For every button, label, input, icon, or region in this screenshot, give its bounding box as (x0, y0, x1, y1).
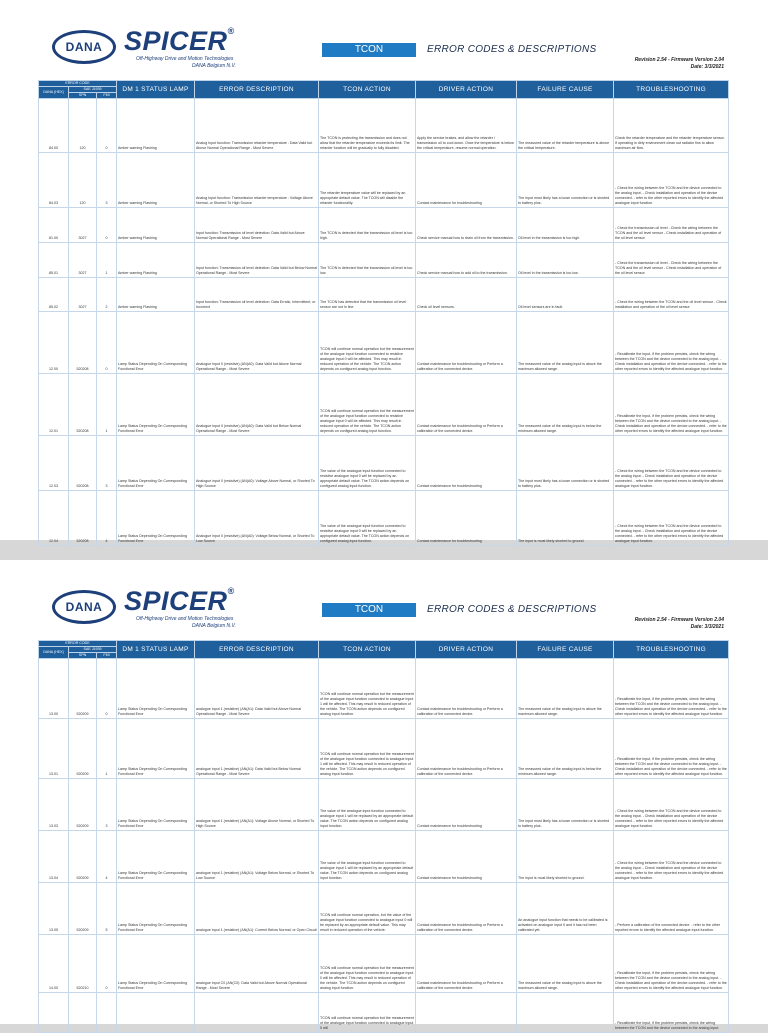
error-code-hex: 81.00 (39, 208, 69, 243)
troubleshooting: - Check the wiring between the TCON and the device connected to the analog input. - Check installation and operation of the device connected. - refer to the other reported errors to identify the affected analogue input function. (614, 831, 729, 883)
failure-cause: Oil level in the transmission is too high. (517, 208, 614, 243)
page-header (0, 560, 768, 632)
failure-cause: The input is most likely shorted to ground. (517, 831, 614, 883)
header-fmi: FMI (97, 93, 117, 99)
table-row (39, 719, 729, 779)
header-troubleshooting: TROUBLESHOOTING (614, 641, 729, 659)
status-lamp: Lamp Status Depending On Corresponding Functional Error (117, 436, 195, 491)
status-lamp: Lamp Status Depending On Corresponding Functional Error (117, 374, 195, 436)
error-code-hex: 84.00 (39, 99, 69, 153)
troubleshooting: - Recalibrate the input, if the problem persists, check the wiring between the TCON and the device connected to the analog input. - Check installation and operation of the device connected. - refer to the other reported errors to identify the affected analogue input function. (614, 312, 729, 374)
table-row (39, 374, 729, 436)
troubleshooting: - Check the wiring between the TCON and the device connected to the analog input. - Check installation and operation of the device connected. - refer to the other reported errors to identify the affected analogue input function. (614, 153, 729, 208)
fmi-value: 0 (97, 659, 117, 719)
revision-date: Date: 3/3/2021 (690, 624, 724, 630)
failure-cause: Oil level sensors are in fault. (517, 278, 614, 312)
status-lamp: Lamp Status Depending On Corresponding Functional Error (117, 831, 195, 883)
revision-text: Revision 2.54 - Firmware Version 2.04 (634, 57, 724, 63)
header-dana-hex: DANA (HEX) (39, 647, 69, 659)
driver-action: Contact maintenance for troubleshooting or Perform a calibration of the connected device. (416, 935, 517, 993)
tcon-action: TCON will continue normal operation but the measurement of the analogue input function connected to analogue input 0 will (319, 993, 416, 1033)
spn-value: 520209 (69, 883, 97, 935)
troubleshooting: - Recalibrate the input, if the problem persists, check the wiring between the TCON and the device connected to the analog input. - Check installation and operation of the device connected. - refer to the other reported errors to identify the affected analogue input function. (614, 659, 729, 719)
status-lamp: Lamp Status Depending On Corresponding Functional Error (117, 491, 195, 546)
revision-text: Revision 2.54 - Firmware Version 2.04 (634, 617, 724, 623)
header-error-code: ERROR CODE (39, 81, 117, 87)
table-body (39, 659, 729, 1033)
fmi-value: 5 (97, 883, 117, 935)
status-lamp: Amber warning Flashing (117, 278, 195, 312)
dana-logo-icon: DANA (52, 590, 116, 624)
header-dana-hex: DANA (HEX) (39, 87, 69, 99)
failure-cause (517, 993, 614, 1033)
status-lamp: Amber warning Flashing (117, 243, 195, 278)
spicer-wordmark: SPICER® (124, 26, 235, 56)
spn-value: 520208 (69, 374, 97, 436)
table-row (39, 243, 729, 278)
driver-action: Contact maintenance for troubleshooting (416, 831, 517, 883)
driver-action: Apply the service brakes, and allow the retarder / transmission oil to cool down. Once the temperature is below the critical temperature, resume normal operation. (416, 99, 517, 153)
header-tcon-action: TCON ACTION (319, 81, 416, 99)
driver-action: Contact maintenance for troubleshooting (416, 779, 517, 831)
tcon-action: The value of the analogue input function connected to resistive analogue input 0 will be replaced by an appropriate default value. The TCON action depends on configured analog input function. (319, 491, 416, 546)
troubleshooting: - Check the wiring between the TCON and the oil level sensor - Check installation and operation of the oil level sensor (614, 278, 729, 312)
header-error-description: ERROR DESCRIPTION (195, 81, 319, 99)
status-lamp (117, 993, 195, 1033)
failure-cause: An analogue input function that needs to be calibrated is activated on analogue input 0 and it has not been calibrated yet. (517, 883, 614, 935)
spn-value: 3027 (69, 243, 97, 278)
tcon-action: The retarder temperature value will be replaced by an appropriate default value. The TCON will disable the retarder functionality. (319, 153, 416, 208)
header-driver-action: DRIVER ACTION (416, 641, 517, 659)
error-code-hex: 13.04 (39, 831, 69, 883)
tcon-action: The value of the analogue input function connected to analogue input 1 will be replaced by an appropriate default value. The TCON action depends on configured analog input function. (319, 831, 416, 883)
error-code-hex: 13.05 (39, 883, 69, 935)
tcon-action: TCON will continue normal operation but the measurement of the analogue input function connected to resistive analogue input 0 will be affected. This may result in reduced operation of the vehicle. The TCON action depends on configured analog input function. (319, 374, 416, 436)
fmi-value: 0 (97, 312, 117, 374)
error-description: Analogue input 0 (resistive) (AN(A0): Voltage Above Normal, or Shorted To High Source (195, 436, 319, 491)
header-spn: SPN (69, 653, 97, 659)
status-lamp: Lamp Status Depending On Corresponding Functional Error (117, 719, 195, 779)
tcon-action: TCON will continue normal operation but the measurement of the analogue input function connected to analogue input 1 will be affected. This may result in reduced operation of the vehicle. The TCON action depends on configured analog input function. (319, 719, 416, 779)
spn-value: 520208 (69, 491, 97, 546)
spn-value: 3027 (69, 278, 97, 312)
spn-value: 520209 (69, 719, 97, 779)
driver-action: Contact maintenance for troubleshooting or Perform a calibration of the connected device. (416, 374, 517, 436)
status-lamp: Lamp Status Depending On Corresponding Functional Error (117, 779, 195, 831)
tcon-action: TCON will continue normal operation but the measurement of the analogue input function connected to resistive analogue input 0 will be affected. This may result in reduced operation of the vehicle. The TCON action depends on configured analog input function. (319, 312, 416, 374)
troubleshooting: Check the retarder temperature and the retarder temperature sensor. If operating in dirty environment clean out radiator fins to allow maximum air flow. (614, 99, 729, 153)
header-tcon-action: TCON ACTION (319, 641, 416, 659)
error-code-hex: 13.03 (39, 779, 69, 831)
status-lamp: Lamp Status Depending On Corresponding Functional Error (117, 935, 195, 993)
fmi-value: 0 (97, 935, 117, 993)
status-lamp: Lamp Status Depending On Corresponding Functional Error (117, 883, 195, 935)
table-row (39, 491, 729, 546)
tcon-action: TCON will continue normal operation, but the value of the analogue input function connected to analogue input 0 will be replaced by an appropriate default value. This may result in reduced operation of the vehicle. (319, 883, 416, 935)
table-body (39, 99, 729, 546)
troubleshooting: - Recalibrate the input, if the problem persists, check the wiring between the TCON and the device connected to the analog input. - Check installation and operation of the device connected. - refer to the other reported errors to identify the affected analogue input function. (614, 374, 729, 436)
failure-cause: The measured value of the analog input is above the maximum allowed range. (517, 935, 614, 993)
spn-value: 520210 (69, 935, 97, 993)
error-description: Input function: Transmission oil level detection: Data Valid but Below Normal Operational Range - Most Severe (195, 243, 319, 278)
fmi-value: 1 (97, 719, 117, 779)
spn-value (69, 993, 97, 1033)
failure-cause: The input most likely has a loose connection or is shorted to battery plus. (517, 153, 614, 208)
troubleshooting: - Recalibrate the input, if the problem persists, check the wiring between the TCON and the device connected to the analog input. - Check installation and operation of the device connected. - refer to the other reported errors to identify the affected analogue input function. (614, 935, 729, 993)
error-code-hex: 85.02 (39, 278, 69, 312)
error-description: analogue input 1 (resistive) (AN(A1): Current Below Normal, or Open Circuit (195, 883, 319, 935)
tcon-action: The value of the analogue input function connected to analogue input 1 will be replaced by an appropriate default value. The TCON action depends on configured analog input function. (319, 779, 416, 831)
header-sae-j1939: SAE J1939 (69, 647, 117, 653)
error-description: Input function: Transmission oil level detection: Data Erratic, Intermittent, or Incorrect (195, 278, 319, 312)
failure-cause: The input most likely has a loose connection or is shorted to battery plus. (517, 436, 614, 491)
dana-logo-icon: DANA (52, 30, 116, 64)
driver-action: Contact maintenance for troubleshooting or Perform a calibration of the connected device. (416, 312, 517, 374)
troubleshooting: - Check the wiring between the TCON and the device connected to the analog input. - Check installation and operation of the device connected. - refer to the other reported errors to identify the affected analogue input function. (614, 436, 729, 491)
tcon-action: The value of the analogue input function connected to resistive analogue input 0 will be replaced by an appropriate default value. The TCON action depends on configured analog input function. (319, 436, 416, 491)
table-row (39, 312, 729, 374)
header-error-description: ERROR DESCRIPTION (195, 641, 319, 659)
revision-date: Date: 3/3/2021 (690, 64, 724, 70)
header-dm1-status-lamp: DM 1 STATUS LAMP (117, 81, 195, 99)
document-title: ERROR CODES & DESCRIPTIONS (427, 44, 597, 55)
table-row (39, 659, 729, 719)
troubleshooting: - Check the transmission oil level - Check the wiring between the TCON and the oil level sensor - Check installation and operation of the oil level sensor (614, 243, 729, 278)
header-error-code: ERROR CODE (39, 641, 117, 647)
failure-cause: The measured value of the analog input is below the minimum allowed range. (517, 374, 614, 436)
table-row (39, 208, 729, 243)
document-title: ERROR CODES & DESCRIPTIONS (427, 604, 597, 615)
revision-info (635, 57, 724, 71)
failure-cause: The measured value of the retarder temperature is above the critical temperature. (517, 99, 614, 153)
error-code-hex: 14.00 (39, 935, 69, 993)
troubleshooting: - Recalibrate the input, if the problem persists, check the wiring between the TCON and the device connected to the analog input. - Check installation and operation of the device connected. - refer to the other reported errors to identify the affected analogue input function. (614, 719, 729, 779)
tcon-action: TCON will continue normal operation but the measurement of the analogue input function connected to analogue input 1 will be affected. This may result in reduced operation of the vehicle. The TCON action depends on configured analog input function. (319, 659, 416, 719)
troubleshooting: - Check the wiring between the TCON and the device connected to the analog input. - Check installation and operation of the device connected. - refer to the other reported errors to identify the affected analogue input function. (614, 491, 729, 546)
header-dm1-status-lamp: DM 1 STATUS LAMP (117, 641, 195, 659)
spn-value: 520208 (69, 436, 97, 491)
error-description: Analogue input 0 (resistive) (AN(A0): Voltage Below Normal, or Shorted To Low Source (195, 491, 319, 546)
driver-action (416, 993, 517, 1033)
error-description: analogue input 1 (resistive) (AN(A1): Voltage Above Normal, or Shorted To High Source (195, 779, 319, 831)
status-lamp: Lamp Status Depending On Corresponding Functional Error (117, 659, 195, 719)
error-code-hex: 84.03 (39, 153, 69, 208)
header-driver-action: DRIVER ACTION (416, 81, 517, 99)
status-lamp: Amber warning Flashing (117, 153, 195, 208)
fmi-value: 1 (97, 243, 117, 278)
driver-action: Check oil level sensors. (416, 278, 517, 312)
error-description: Input function: Transmission oil level detection: Data Valid but Above Normal Operational Range - Most Severe (195, 208, 319, 243)
tcon-action: The TCON is detected that the transmission oil level is too high. (319, 208, 416, 243)
page-header (0, 0, 768, 72)
spn-value: 3027 (69, 208, 97, 243)
tagline: Off-Highway Drive and Motion Technologies (136, 616, 234, 622)
error-code-hex: 12.03 (39, 436, 69, 491)
tcon-action: The TCON is detected that the transmission oil level is too low. (319, 243, 416, 278)
troubleshooting: - Check the transmission oil level - Check the wiring between the TCON and the oil level sensor - Check installation and operation of the oil level sensor (614, 208, 729, 243)
fmi-value: 3 (97, 436, 117, 491)
failure-cause: The input most likely has a loose connection or is shorted to battery plus. (517, 779, 614, 831)
driver-action: Check service manual how to drain oil from the transmission. (416, 208, 517, 243)
status-lamp: Amber warning Flashing (117, 208, 195, 243)
status-lamp: Lamp Status Depending On Corresponding Functional Error (117, 312, 195, 374)
driver-action: Contact maintenance for troubleshooting or Perform a calibration of the connected device. (416, 719, 517, 779)
error-description: analogue input C0 (AN(C0): Data Valid but Above Normal Operational Range - Most Severe (195, 935, 319, 993)
document-page-2 (0, 560, 768, 1030)
division-name: DANA Belgium N.V. (192, 623, 236, 629)
fmi-value: 3 (97, 153, 117, 208)
product-badge: TCON (322, 603, 416, 617)
table-row (39, 779, 729, 831)
tagline: Off-Highway Drive and Motion Technologies (136, 56, 234, 62)
failure-cause: The measured value of the analog input is above the maximum allowed range. (517, 312, 614, 374)
error-code-hex: 12.04 (39, 491, 69, 546)
fmi-value: 4 (97, 491, 117, 546)
status-lamp: Amber warning Flashing (117, 99, 195, 153)
fmi-value: 2 (97, 278, 117, 312)
fmi-value: 3 (97, 779, 117, 831)
header-failure-cause: FAILURE CAUSE (517, 81, 614, 99)
fmi-value: 0 (97, 208, 117, 243)
error-codes-table (38, 640, 729, 1033)
header-sae-j1939: SAE J1939 (69, 87, 117, 93)
revision-info (635, 617, 724, 631)
header-spn: SPN (69, 93, 97, 99)
division-name: DANA Belgium N.V. (192, 63, 236, 69)
tcon-action: The TCON is protecting the transmission and does not allow that the retarder temperature exceeds its limit. The retarder function will be gradually to fully disabled. (319, 99, 416, 153)
table-row (39, 153, 729, 208)
driver-action: Contact maintenance for troubleshooting or Perform a calibration of the connected device. (416, 659, 517, 719)
spicer-wordmark: SPICER® (124, 586, 235, 616)
driver-action: Contact maintenance for troubleshooting (416, 153, 517, 208)
error-description: analogue input 1 (resistive) (AN(A1): Data Valid but Below Normal Operational Range - Most Severe (195, 719, 319, 779)
spn-value: 520209 (69, 779, 97, 831)
error-code-hex: 13.01 (39, 719, 69, 779)
fmi-value (97, 993, 117, 1033)
table-row (39, 993, 729, 1033)
error-code-hex: 12.00 (39, 312, 69, 374)
table-row (39, 99, 729, 153)
header-fmi: FMI (97, 653, 117, 659)
error-description: Analog Input function: Transmission retarder temperature : Data Valid but Above Normal Operational Range - Most Severe (195, 99, 319, 153)
fmi-value: 4 (97, 831, 117, 883)
table-row (39, 883, 729, 935)
table-row (39, 436, 729, 491)
tcon-action: The TCON has detected that the transmission oil level sensor are not in line. (319, 278, 416, 312)
table-row (39, 935, 729, 993)
troubleshooting: - Recalibrate the input, if the problem persists, check the wiring between the TCON and the device connected to the analog input. (614, 993, 729, 1033)
error-code-hex: 13.00 (39, 659, 69, 719)
failure-cause: Oil level in the transmission is too low. (517, 243, 614, 278)
spn-value: 120 (69, 153, 97, 208)
product-badge: TCON (322, 43, 416, 57)
fmi-value: 0 (97, 99, 117, 153)
error-code-hex (39, 993, 69, 1033)
fmi-value: 1 (97, 374, 117, 436)
spn-value: 520208 (69, 312, 97, 374)
error-description: analogue input 1 (resistive) (AN(A1): Data Valid but Above Normal Operational Range - Most Severe (195, 659, 319, 719)
failure-cause: The input is most likely shorted to ground. (517, 491, 614, 546)
spn-value: 120 (69, 99, 97, 153)
error-codes-table (38, 80, 729, 546)
table-row (39, 278, 729, 312)
tcon-action: TCON will continue normal operation but the measurement of the analogue input function connected to analogue input 0 will be affected. This may result in reduced operation of the vehicle. The TCON action depends on configured analog input function. (319, 935, 416, 993)
driver-action: Contact maintenance for troubleshooting (416, 491, 517, 546)
failure-cause: The measured value of the analog input is below the minimum allowed range. (517, 719, 614, 779)
error-code-hex: 85.01 (39, 243, 69, 278)
table-row (39, 831, 729, 883)
troubleshooting: - Perform a calibration of the connected device. - refer to the other reported errors to identify the affected analogue input function. (614, 883, 729, 935)
driver-action: Contact maintenance for troubleshooting (416, 436, 517, 491)
error-description (195, 993, 319, 1033)
error-description: Analog Input function: Transmission retarder temperature : Voltage Above Normal, or Shorted To High Source (195, 153, 319, 208)
error-description: Analogue input 0 (resistive) (AN(A0): Data Valid but Above Normal Operational Range - Most Severe (195, 312, 319, 374)
error-description: Analogue input 0 (resistive) (AN(A0): Data Valid but Below Normal Operational Range - Most Severe (195, 374, 319, 436)
troubleshooting: - Check the wiring between the TCON and the device connected to the analog input. - Check installation and operation of the device connected. - refer to the other reported errors to identify the affected analogue input function. (614, 779, 729, 831)
driver-action: Contact maintenance for troubleshooting or Perform a calibration of the connected device. (416, 883, 517, 935)
error-code-hex: 12.01 (39, 374, 69, 436)
error-description: analogue input 1 (resistive) (AN(A1): Voltage Below Normal, or Shorted To Low Source (195, 831, 319, 883)
header-troubleshooting: TROUBLESHOOTING (614, 81, 729, 99)
spn-value: 520209 (69, 831, 97, 883)
header-failure-cause: FAILURE CAUSE (517, 641, 614, 659)
failure-cause: The measured value of the analog input is above the maximum allowed range. (517, 659, 614, 719)
spn-value: 520209 (69, 659, 97, 719)
driver-action: Check service manual how to add oil to the transmission. (416, 243, 517, 278)
